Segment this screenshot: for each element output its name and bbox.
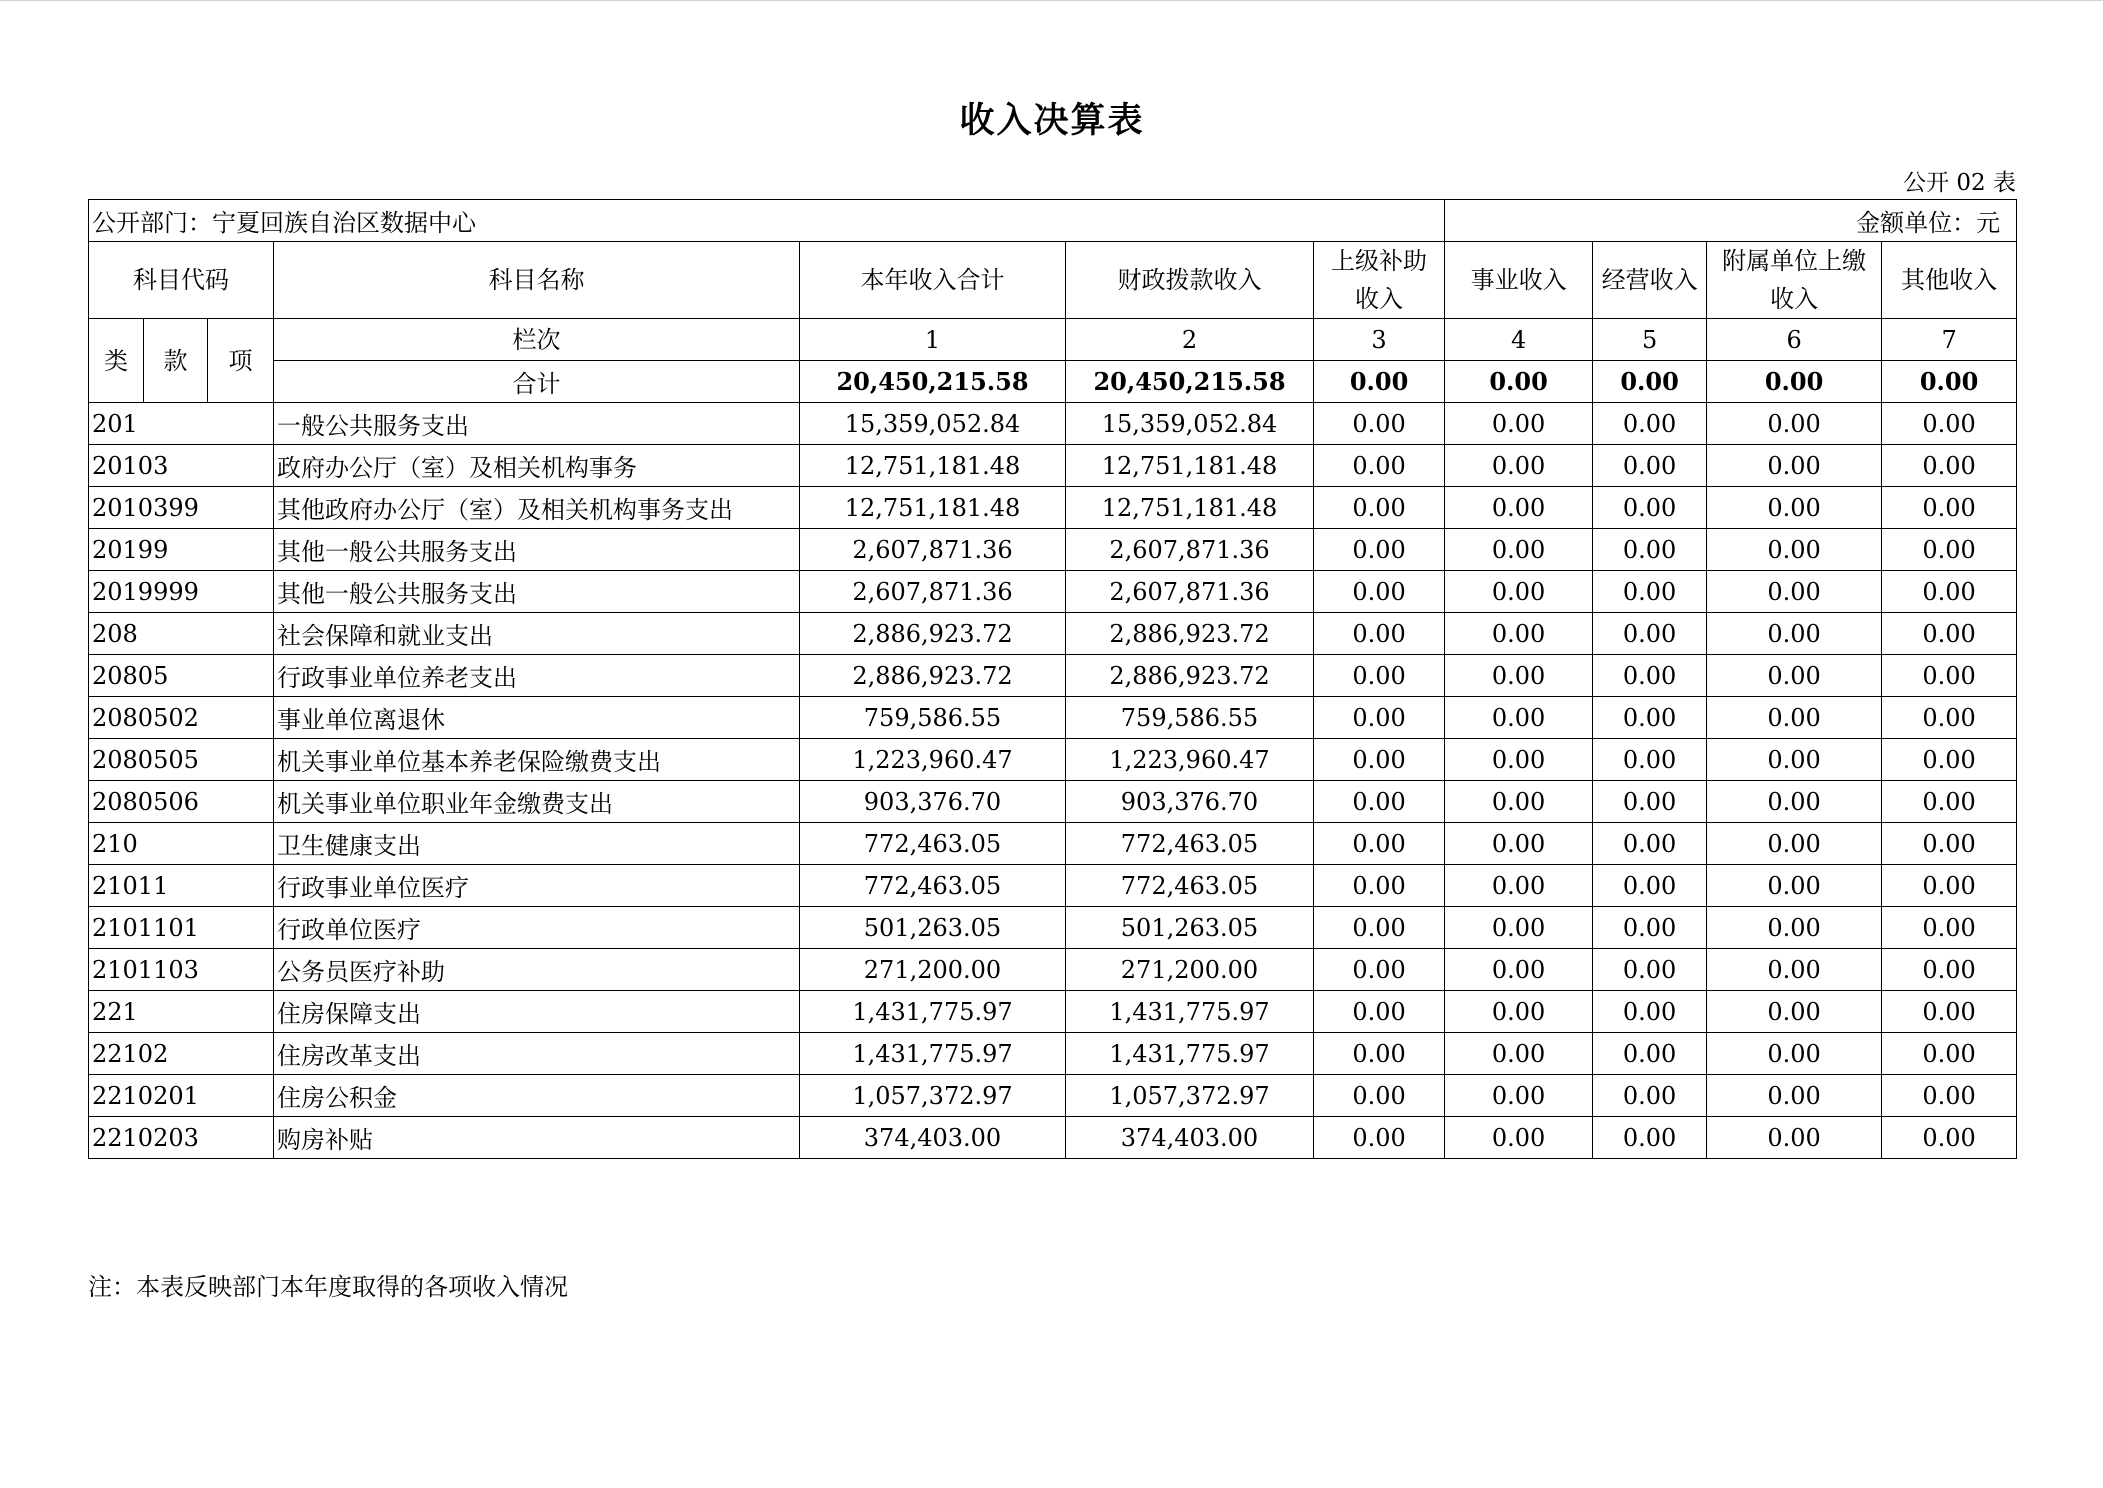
unit-label: 金额单位：元 [1445,200,2017,242]
header-xiang: 项 [208,319,274,403]
amount-cell: 12,751,181.48 [1066,487,1314,529]
amount-cell: 1,431,775.97 [1066,991,1314,1033]
total-value: 20,450,215.58 [800,361,1066,403]
subject-name: 住房公积金 [274,1075,800,1117]
amount-cell: 271,200.00 [800,949,1066,991]
total-value: 0.00 [1314,361,1445,403]
total-value: 20,450,215.58 [1066,361,1314,403]
amount-cell: 0.00 [1445,1033,1593,1075]
amount-cell: 0.00 [1445,739,1593,781]
amount-cell: 0.00 [1445,865,1593,907]
amount-cell: 0.00 [1445,949,1593,991]
amount-cell: 0.00 [1593,1117,1707,1159]
amount-cell: 0.00 [1882,571,2017,613]
amount-cell: 1,223,960.47 [1066,739,1314,781]
col-number: 4 [1445,319,1593,361]
amount-cell: 0.00 [1593,697,1707,739]
amount-cell: 0.00 [1445,445,1593,487]
subject-name: 行政单位医疗 [274,907,800,949]
table-row [89,1033,2017,1075]
subject-code: 208 [89,613,274,655]
amount-cell: 374,403.00 [800,1117,1066,1159]
subject-name: 住房保障支出 [274,991,800,1033]
amount-cell: 0.00 [1445,823,1593,865]
table-row [89,613,2017,655]
subject-code: 221 [89,991,274,1033]
amount-cell: 0.00 [1707,529,1882,571]
total-value: 0.00 [1445,361,1593,403]
amount-cell: 0.00 [1593,865,1707,907]
amount-cell: 0.00 [1445,403,1593,445]
amount-cell: 772,463.05 [1066,823,1314,865]
amount-cell: 0.00 [1707,1117,1882,1159]
table-row [89,865,2017,907]
amount-cell: 0.00 [1882,739,2017,781]
header-col-6: 附属单位上缴 收入 [1707,242,1882,319]
amount-cell: 2,886,923.72 [800,655,1066,697]
amount-cell: 0.00 [1882,865,2017,907]
col-number: 7 [1882,319,2017,361]
amount-cell: 772,463.05 [1066,865,1314,907]
subject-name: 其他一般公共服务支出 [274,571,800,613]
amount-cell: 0.00 [1882,781,2017,823]
header-col-2: 财政拨款收入 [1066,242,1314,319]
amount-cell: 903,376.70 [1066,781,1314,823]
table-number: 公开 02 表 [1903,170,2016,196]
subject-name: 事业单位离退休 [274,697,800,739]
amount-cell: 1,431,775.97 [800,1033,1066,1075]
subject-code: 210 [89,823,274,865]
amount-cell: 12,751,181.48 [800,445,1066,487]
header-col-7: 其他收入 [1882,242,2017,319]
subject-code: 2101103 [89,949,274,991]
table-row [89,739,2017,781]
amount-cell: 0.00 [1707,403,1882,445]
subject-name: 社会保障和就业支出 [274,613,800,655]
subject-name: 其他一般公共服务支出 [274,529,800,571]
amount-cell: 0.00 [1593,781,1707,823]
amount-cell: 0.00 [1314,571,1445,613]
header-subject-name: 科目名称 [274,242,800,319]
amount-cell: 374,403.00 [1066,1117,1314,1159]
amount-cell: 0.00 [1445,697,1593,739]
amount-cell: 0.00 [1593,403,1707,445]
amount-cell: 0.00 [1707,991,1882,1033]
amount-cell: 0.00 [1314,865,1445,907]
amount-cell: 0.00 [1882,445,2017,487]
department-label: 公开部门：宁夏回族自治区数据中心 [89,200,1445,242]
amount-cell: 271,200.00 [1066,949,1314,991]
subject-name: 机关事业单位职业年金缴费支出 [274,781,800,823]
col-number: 6 [1707,319,1882,361]
amount-cell: 0.00 [1707,865,1882,907]
table-row [89,991,2017,1033]
total-value: 0.00 [1882,361,2017,403]
subject-code: 2010399 [89,487,274,529]
header-col-5: 经营收入 [1593,242,1707,319]
amount-cell: 2,607,871.36 [1066,529,1314,571]
amount-cell: 1,431,775.97 [800,991,1066,1033]
table-row [89,949,2017,991]
subject-name: 其他政府办公厅（室）及相关机构事务支出 [274,487,800,529]
amount-cell: 0.00 [1445,1117,1593,1159]
amount-cell: 0.00 [1314,823,1445,865]
amount-cell: 0.00 [1445,613,1593,655]
amount-cell: 0.00 [1593,487,1707,529]
subject-code: 22102 [89,1033,274,1075]
amount-cell: 772,463.05 [800,865,1066,907]
subject-code: 2080505 [89,739,274,781]
amount-cell: 0.00 [1314,655,1445,697]
amount-cell: 0.00 [1445,529,1593,571]
amount-cell: 0.00 [1882,823,2017,865]
amount-cell: 0.00 [1882,613,2017,655]
subject-code: 201 [89,403,274,445]
table-row [89,697,2017,739]
amount-cell: 2,886,923.72 [1066,613,1314,655]
amount-cell: 0.00 [1707,1075,1882,1117]
subject-code: 2019999 [89,571,274,613]
department-row [89,200,2017,242]
amount-cell: 0.00 [1707,487,1882,529]
amount-cell: 501,263.05 [800,907,1066,949]
amount-cell: 0.00 [1445,487,1593,529]
table-note: 注：本表反映部门本年度取得的各项收入情况 [88,1273,568,1301]
amount-cell: 0.00 [1593,949,1707,991]
header-lei: 类 [89,319,144,403]
col-number: 3 [1314,319,1445,361]
column-number-row [89,319,2017,361]
total-label: 合计 [274,361,800,403]
amount-cell: 759,586.55 [1066,697,1314,739]
table-row [89,403,2017,445]
amount-cell: 0.00 [1593,823,1707,865]
amount-cell: 0.00 [1593,655,1707,697]
subject-code: 2210201 [89,1075,274,1117]
subject-name: 购房补贴 [274,1117,800,1159]
table-row [89,529,2017,571]
page-title: 收入决算表 [959,101,1145,141]
total-row [89,361,2017,403]
header-lanci: 栏次 [274,319,800,361]
amount-cell: 0.00 [1593,445,1707,487]
amount-cell: 0.00 [1445,571,1593,613]
amount-cell: 0.00 [1707,949,1882,991]
amount-cell: 0.00 [1882,487,2017,529]
amount-cell: 2,607,871.36 [1066,571,1314,613]
amount-cell: 0.00 [1707,613,1882,655]
table-row [89,655,2017,697]
amount-cell: 0.00 [1882,949,2017,991]
amount-cell: 0.00 [1882,1117,2017,1159]
amount-cell: 0.00 [1314,445,1445,487]
header-col-1: 本年收入合计 [800,242,1066,319]
amount-cell: 501,263.05 [1066,907,1314,949]
amount-cell: 0.00 [1707,697,1882,739]
amount-cell: 0.00 [1314,697,1445,739]
subject-code: 20103 [89,445,274,487]
amount-cell: 1,431,775.97 [1066,1033,1314,1075]
col-number: 5 [1593,319,1707,361]
amount-cell: 0.00 [1707,1033,1882,1075]
amount-cell: 0.00 [1314,613,1445,655]
subject-name: 行政事业单位医疗 [274,865,800,907]
subject-name: 行政事业单位养老支出 [274,655,800,697]
header-subject-code: 科目代码 [89,242,274,319]
table-row [89,571,2017,613]
amount-cell: 772,463.05 [800,823,1066,865]
amount-cell: 12,751,181.48 [1066,445,1314,487]
amount-cell: 0.00 [1707,781,1882,823]
subject-code: 20199 [89,529,274,571]
table-row [89,781,2017,823]
amount-cell: 0.00 [1707,739,1882,781]
amount-cell: 0.00 [1882,655,2017,697]
amount-cell: 759,586.55 [800,697,1066,739]
amount-cell: 2,607,871.36 [800,571,1066,613]
amount-cell: 0.00 [1882,1075,2017,1117]
total-value: 0.00 [1593,361,1707,403]
table-row [89,445,2017,487]
table-row [89,907,2017,949]
amount-cell: 1,057,372.97 [1066,1075,1314,1117]
subject-name: 住房改革支出 [274,1033,800,1075]
amount-cell: 0.00 [1314,991,1445,1033]
amount-cell: 15,359,052.84 [1066,403,1314,445]
subject-code: 2080506 [89,781,274,823]
header-col-4: 事业收入 [1445,242,1593,319]
table-row [89,487,2017,529]
subject-code: 2080502 [89,697,274,739]
amount-cell: 2,607,871.36 [800,529,1066,571]
amount-cell: 0.00 [1314,1117,1445,1159]
amount-cell: 0.00 [1314,949,1445,991]
income-final-accounts-table [88,199,2017,1159]
amount-cell: 0.00 [1314,1033,1445,1075]
amount-cell: 2,886,923.72 [1066,655,1314,697]
amount-cell: 1,057,372.97 [800,1075,1066,1117]
amount-cell: 903,376.70 [800,781,1066,823]
subject-code: 20805 [89,655,274,697]
amount-cell: 0.00 [1882,991,2017,1033]
amount-cell: 0.00 [1314,739,1445,781]
amount-cell: 0.00 [1593,907,1707,949]
amount-cell: 0.00 [1593,529,1707,571]
amount-cell: 0.00 [1882,403,2017,445]
amount-cell: 0.00 [1593,1033,1707,1075]
subject-name: 卫生健康支出 [274,823,800,865]
amount-cell: 0.00 [1314,1075,1445,1117]
amount-cell: 15,359,052.84 [800,403,1066,445]
amount-cell: 0.00 [1314,781,1445,823]
amount-cell: 0.00 [1707,907,1882,949]
amount-cell: 0.00 [1445,781,1593,823]
amount-cell: 0.00 [1707,571,1882,613]
subject-name: 政府办公厅（室）及相关机构事务 [274,445,800,487]
amount-cell: 0.00 [1593,739,1707,781]
subject-name: 公务员医疗补助 [274,949,800,991]
table-row [89,1075,2017,1117]
amount-cell: 1,223,960.47 [800,739,1066,781]
amount-cell: 0.00 [1593,571,1707,613]
subject-name: 一般公共服务支出 [274,403,800,445]
amount-cell: 0.00 [1707,655,1882,697]
amount-cell: 0.00 [1593,991,1707,1033]
amount-cell: 0.00 [1882,529,2017,571]
col-number: 2 [1066,319,1314,361]
subject-code: 2210203 [89,1117,274,1159]
subject-code: 2101101 [89,907,274,949]
col-number: 1 [800,319,1066,361]
table-row [89,823,2017,865]
amount-cell: 0.00 [1314,487,1445,529]
amount-cell: 0.00 [1445,991,1593,1033]
total-value: 0.00 [1707,361,1882,403]
header-kuan: 款 [144,319,208,403]
amount-cell: 0.00 [1445,655,1593,697]
amount-cell: 0.00 [1314,403,1445,445]
header-col-3: 上级补助 收入 [1314,242,1445,319]
header-row [89,242,2017,319]
amount-cell: 0.00 [1707,823,1882,865]
table-row [89,1117,2017,1159]
amount-cell: 0.00 [1882,1033,2017,1075]
amount-cell: 0.00 [1707,445,1882,487]
amount-cell: 0.00 [1593,613,1707,655]
amount-cell: 0.00 [1314,529,1445,571]
amount-cell: 0.00 [1314,907,1445,949]
amount-cell: 0.00 [1882,907,2017,949]
amount-cell: 0.00 [1445,1075,1593,1117]
amount-cell: 0.00 [1593,1075,1707,1117]
amount-cell: 2,886,923.72 [800,613,1066,655]
subject-code: 21011 [89,865,274,907]
amount-cell: 0.00 [1445,907,1593,949]
subject-name: 机关事业单位基本养老保险缴费支出 [274,739,800,781]
amount-cell: 12,751,181.48 [800,487,1066,529]
amount-cell: 0.00 [1882,697,2017,739]
